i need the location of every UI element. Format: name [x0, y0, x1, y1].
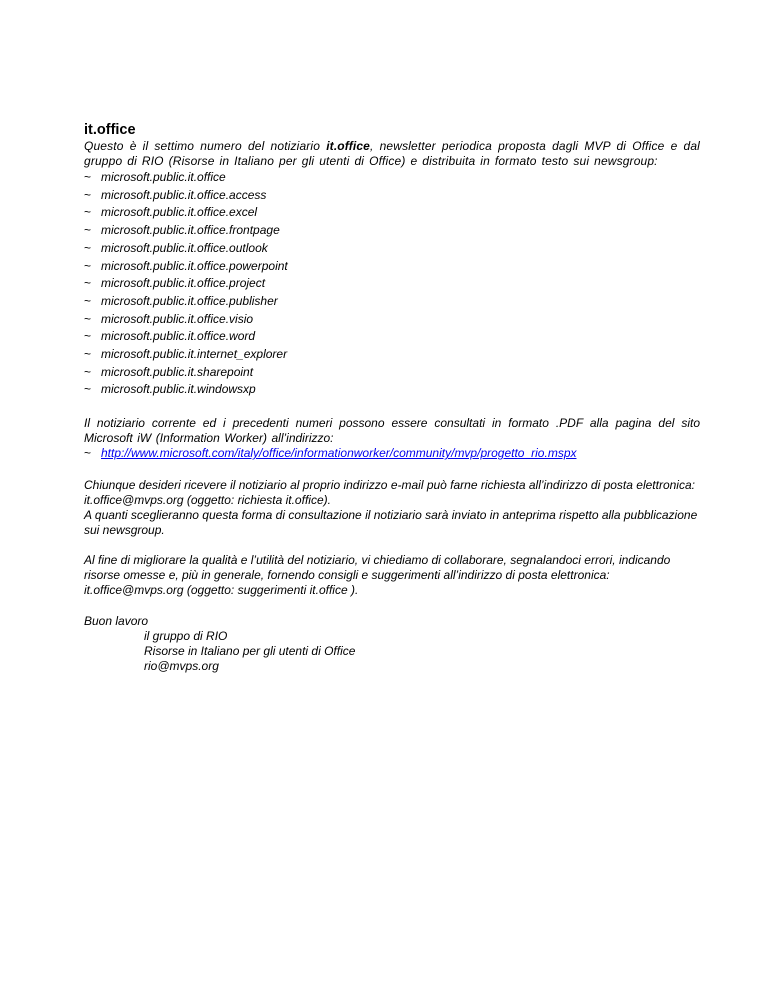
list-item: [84, 187, 700, 205]
newsgroup-name: microsoft.public.it.office.word: [101, 329, 256, 344]
tilde-bullet: ~: [84, 446, 92, 461]
tilde-bullet: ~: [84, 311, 92, 326]
closing-greeting: Buon lavoro: [84, 614, 149, 629]
preview-paragraph: A quanti sceglieranno questa forma di consultazione il notiziario sarà inviato in anteprima rispetto alla pubblicazione sui newsgroup.: [84, 508, 698, 538]
list-item: [84, 346, 700, 364]
tilde-bullet: ~: [84, 258, 92, 273]
newsgroup-name: microsoft.public.it.office.frontpage: [101, 223, 280, 238]
tilde-bullet: ~: [84, 382, 92, 397]
newsletter-title: it.office: [84, 122, 136, 138]
subscribe-paragraph: Chiunque desideri ricevere il notiziario al proprio indirizzo e-mail può farne richiesta all’indirizzo di posta elettronica: it.office@mvps.org (oggetto: richiesta it.office).: [84, 478, 695, 508]
newsgroup-name: microsoft.public.it.office.powerpoint: [101, 258, 288, 273]
signature-group: il gruppo di RIO: [144, 629, 228, 644]
archive-link[interactable]: http://www.microsoft.com/italy/office/informationworker/community/mvp/progetto_rio.mspx: [101, 446, 577, 461]
list-item: [84, 275, 700, 293]
tilde-bullet: ~: [84, 276, 92, 291]
intro-text-end: , newsletter periodica proposta dagli MVP di Office e dal gruppo di RIO (Risorse in Italiano per gli utenti di Office) e distribuita in formato testo sui newsgroup:: [84, 139, 700, 168]
tilde-bullet: ~: [84, 329, 92, 344]
list-item: [84, 364, 700, 382]
signature-description: Risorse in Italiano per gli utenti di Office: [144, 644, 356, 659]
tilde-bullet: ~: [84, 205, 92, 220]
list-item: [84, 222, 700, 240]
newsgroup-name: microsoft.public.it.office.visio: [101, 311, 254, 326]
newsgroup-name: microsoft.public.it.windowsxp: [101, 382, 256, 397]
signature-email: rio@mvps.org: [144, 659, 219, 674]
newsgroup-name: microsoft.public.it.office.publisher: [101, 293, 278, 308]
tilde-bullet: ~: [84, 347, 92, 362]
intro-text-start: Questo è il settimo numero del notiziario: [84, 139, 327, 153]
newsgroup-name: microsoft.public.it.sharepoint: [101, 364, 254, 379]
list-item: [84, 311, 700, 329]
list-item: [84, 328, 700, 346]
newsgroup-name: microsoft.public.it.office: [101, 170, 226, 184]
list-item: [84, 240, 700, 258]
newsgroup-list: [84, 169, 700, 399]
archive-paragraph: Il notiziario corrente ed i precedenti numeri possono essere consultati in formato .PDF alla pagina del sito Microsoft iW (Information Worker) all’indirizzo:: [84, 416, 700, 446]
list-item: [84, 381, 700, 399]
spacer: [84, 598, 700, 614]
newsgroup-name: microsoft.public.it.office.access: [101, 187, 267, 202]
newsletter-body: [84, 121, 700, 674]
archive-link-line: [84, 446, 700, 461]
tilde-bullet: ~: [84, 240, 92, 255]
feedback-paragraph: Al fine di migliorare la qualità e l’utilità del notiziario, vi chiediamo di collaborare, segnalandoci errori, indicando risorse omesse e, più in generale, fornendo consigli e suggerimenti all’indirizzo di posta elettronica:: [84, 553, 671, 583]
list-item: [84, 258, 700, 276]
tilde-bullet: ~: [84, 364, 92, 379]
newsgroup-name: microsoft.public.it.office.outlook: [101, 240, 268, 255]
spacer: [84, 461, 700, 478]
list-item: [84, 204, 700, 222]
tilde-bullet: ~: [84, 293, 92, 308]
intro-paragraph: [84, 139, 700, 169]
intro-bold-name: it.office: [326, 139, 370, 153]
feedback-email: it.office@mvps.org (oggetto: suggerimenti it.office ).: [84, 583, 359, 598]
newsgroup-name: microsoft.public.it.office.project: [101, 276, 266, 291]
newsgroup-name: microsoft.public.it.internet_explorer: [101, 347, 288, 362]
newsgroup-name: microsoft.public.it.office.excel: [101, 205, 258, 220]
list-item: [84, 293, 700, 311]
tilde-bullet: ~: [84, 187, 92, 202]
list-item: [84, 169, 700, 187]
spacer: [84, 538, 700, 553]
spacer: [84, 399, 700, 416]
tilde-bullet: ~: [84, 170, 92, 184]
tilde-bullet: ~: [84, 223, 92, 238]
